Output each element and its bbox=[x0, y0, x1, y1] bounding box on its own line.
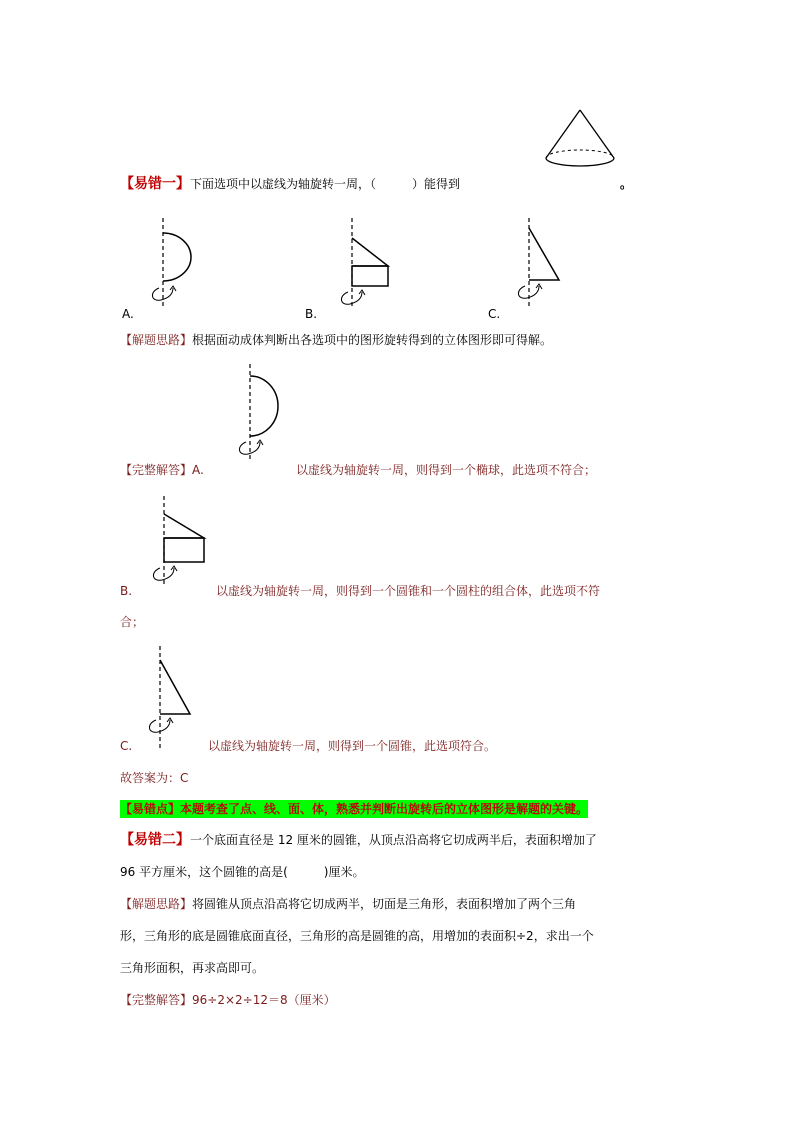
q2-idea-line3: 三角形面积，再求高即可。 bbox=[120, 961, 265, 975]
q1-stem-before: 下面选项中以虚线为轴旋转一周，（ bbox=[190, 177, 377, 191]
q1-answer-c-text: 以虚线为轴旋转一周，则得到一个圆锥，此选项符合。 bbox=[208, 739, 497, 753]
q1-answer-tag: 【完整解答】 bbox=[120, 463, 193, 477]
q1-key-point bbox=[120, 800, 588, 818]
q1-point-tag: 【易错点】 bbox=[120, 802, 181, 816]
q1-paren-space bbox=[376, 177, 412, 191]
q1-stem-after: ）能得到 bbox=[412, 177, 461, 191]
q2-idea-tag: 【解题思路】 bbox=[120, 897, 193, 911]
q2-idea-line2: 形，三角形的底是圆锥底面直径，三角形的高是圆锥的高，用增加的表面积÷2，求出一个 bbox=[120, 929, 594, 943]
q2-stem-line2-before: 96 平方厘米，这个圆锥的高是( bbox=[120, 865, 288, 879]
option-a-label: A. bbox=[122, 307, 134, 321]
q2-answer-tag: 【完整解答】 bbox=[120, 993, 193, 1007]
q1-answer-b-text: 以虚线为轴旋转一周，则得到一个圆锥和一个圆柱的组合体，此选项不符 bbox=[216, 584, 601, 598]
q1-stem bbox=[120, 176, 460, 192]
q2-stem-line1 bbox=[120, 832, 597, 848]
option-b-figure bbox=[338, 218, 398, 308]
option-c-figure bbox=[515, 218, 575, 308]
q1-answer-c-label: C. bbox=[120, 739, 133, 753]
q1-idea-tag: 【解题思路】 bbox=[120, 333, 193, 347]
q1-answer-a-text: 以虚线为轴旋转一周，则得到一个椭球，此选项不符合； bbox=[296, 463, 597, 477]
answer-a-figure bbox=[232, 364, 292, 459]
q2-idea-line1-text: 将圆锥从顶点沿高将它切成两半，切面是三角形，表面积增加了两个三角 bbox=[192, 897, 577, 911]
answer-c-figure bbox=[146, 646, 206, 751]
q2-answer-text: 96÷2×2÷12＝8（厘米） bbox=[192, 993, 336, 1007]
q2-idea-line1 bbox=[120, 896, 576, 912]
q1-answer-b-label: B. bbox=[120, 584, 133, 598]
q1-tag: 【易错一】 bbox=[120, 176, 190, 192]
q1-point-text: 本题考查了点、线、面、体，熟悉并判断出旋转后的立体图形是解题的关键。 bbox=[180, 802, 589, 816]
q1-idea bbox=[120, 332, 552, 348]
q2-tag: 【易错二】 bbox=[120, 832, 190, 848]
q2-stem-line2 bbox=[120, 864, 364, 880]
q1-final-answer: 故答案为：C bbox=[120, 771, 189, 785]
q1-answer-b-text2: 合； bbox=[120, 615, 145, 629]
q1-idea-text: 根据面动成体判断出各选项中的图形旋转得到的立体图形即可得解。 bbox=[192, 333, 553, 347]
q2-stem-line2-space bbox=[288, 865, 324, 879]
option-c-label: C. bbox=[488, 307, 501, 321]
q2-answer bbox=[120, 992, 336, 1008]
q1-answer-a bbox=[120, 462, 204, 478]
q2-stem-line1-text: 一个底面直径是 12 厘米的圆锥，从顶点沿高将它切成两半后，表面积增加了 bbox=[190, 833, 597, 847]
cone-figure bbox=[540, 108, 620, 170]
q1-answer-a-label: A. bbox=[192, 463, 204, 477]
q2-stem-line2-after: )厘米。 bbox=[323, 865, 365, 879]
option-b-label: B. bbox=[305, 307, 318, 321]
option-a-figure bbox=[145, 218, 205, 308]
answer-b-figure bbox=[150, 496, 210, 586]
q1-stem-end: 。 bbox=[620, 177, 633, 191]
